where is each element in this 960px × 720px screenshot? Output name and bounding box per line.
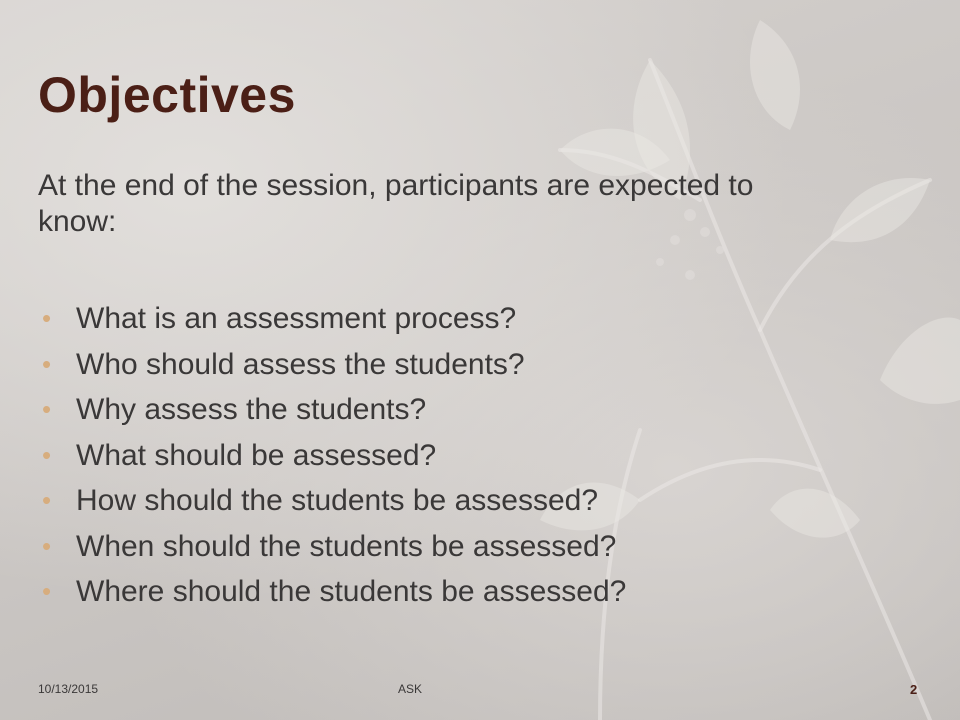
list-item-text: When should the students be assessed? [76, 529, 617, 563]
bullet-icon: • [42, 576, 52, 606]
bullet-icon: • [42, 303, 52, 333]
list-item [38, 342, 626, 388]
list-item-text: What is an assessment process? [76, 302, 517, 335]
bullet-icon: • [42, 394, 52, 424]
bullet-icon: • [42, 348, 52, 379]
page-number: 2 [910, 682, 918, 697]
list-item [38, 524, 626, 570]
list-item [38, 478, 626, 524]
list-item [38, 296, 626, 342]
intro-text: At the end of the session, participants are expected to know: [38, 169, 754, 238]
list-item-text: What should be assessed? [76, 438, 437, 472]
footer-date: 10/13/2015 [38, 682, 99, 696]
bullet-icon: • [42, 530, 52, 561]
list-item-text: Why assess the students? [76, 393, 427, 426]
footer-text: ASK [398, 682, 423, 696]
bullet-icon: • [42, 485, 52, 515]
slide-title: Objectives [38, 67, 296, 123]
list-item [38, 387, 626, 433]
objectives-list [38, 296, 626, 615]
list-item [38, 569, 626, 615]
list-item-text: Where should the students be assessed? [76, 575, 627, 608]
list-item-text: How should the students be assessed? [76, 484, 598, 517]
list-item [38, 433, 626, 479]
list-item-text: Who should assess the students? [76, 347, 525, 381]
bullet-icon: • [42, 439, 52, 470]
